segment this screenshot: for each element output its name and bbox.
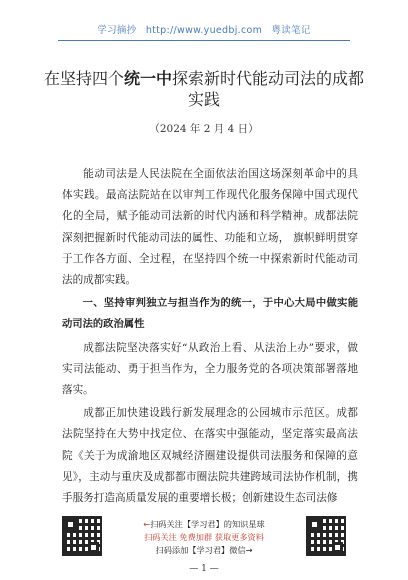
promo-line-1-text: 扫码关注【学习君】的知识星球 (150, 519, 265, 529)
document-body (62, 164, 358, 509)
arrow-left-icon: ← (143, 519, 151, 529)
document-title (40, 68, 368, 110)
document-date: （2024 年 2 月 4 日） (149, 123, 259, 135)
title-part-bold: 统一中 (123, 69, 172, 88)
header-site-subtitle: 粤读笔记 (271, 25, 311, 36)
body-paragraph: 能动司法是人民法院在全面依法治国这场深刻革命中的具体实践。最高法院站在以审判工作现代化服务保障中国式现代化的全局，赋予能动司法新的时代内涵和科学精神。成都法院深刻把握新时代能动司法的属性、功能和立场， 旗帜鲜明贯穿于工作各方面、全过程，在坚持四个统一中探索新时代能动司法的成都实践。 (62, 168, 358, 287)
body-paragraph: 成都法院坚决落实好“从政治上看、从法治上办”要求，做实司法能动、勇于担当作为，全力服务党的各项决策部署落地落实。 (62, 341, 358, 397)
header-divider (58, 40, 350, 41)
header-site-name: 学习摘抄 (97, 25, 137, 36)
wechat-qr-code[interactable] (306, 516, 346, 556)
header-url-link[interactable]: http://www.yuedbj.com (145, 25, 263, 36)
page-footer (0, 516, 408, 580)
page-header (0, 22, 408, 36)
promo-line-3: 扫码添加【学习君】微信→ (155, 545, 253, 555)
section-heading: 一、坚持审判独立与担当作为的统一，于中心大局中做实能动司法的政治属性 (62, 297, 358, 331)
knowledge-planet-qr-code[interactable] (62, 516, 102, 556)
title-part-2: 探索新时代能动司法的成都实践 (172, 69, 365, 109)
page-number: — 1 — (189, 564, 219, 574)
promo-line-2: 扫码关注 免费加群 获取更多资料 (144, 532, 264, 542)
footer-promo (118, 518, 290, 557)
title-part-1: 在坚持四个 (43, 69, 124, 88)
body-paragraph: 成都正加快建设践行新发展理念的公园城市示范区。成都法院坚持在大势中找定位、在落实中强能动，坚定落实最高法院《关于为成渝地区双城经济圈建设提供司法服务和保障的意见》，主动与重庆及成都都市圈法院共建跨域司法协作机制，携手服务打造高质量发展的重要增长极；创新建设生态司法修 (62, 407, 358, 505)
promo-line-1 (118, 518, 290, 531)
